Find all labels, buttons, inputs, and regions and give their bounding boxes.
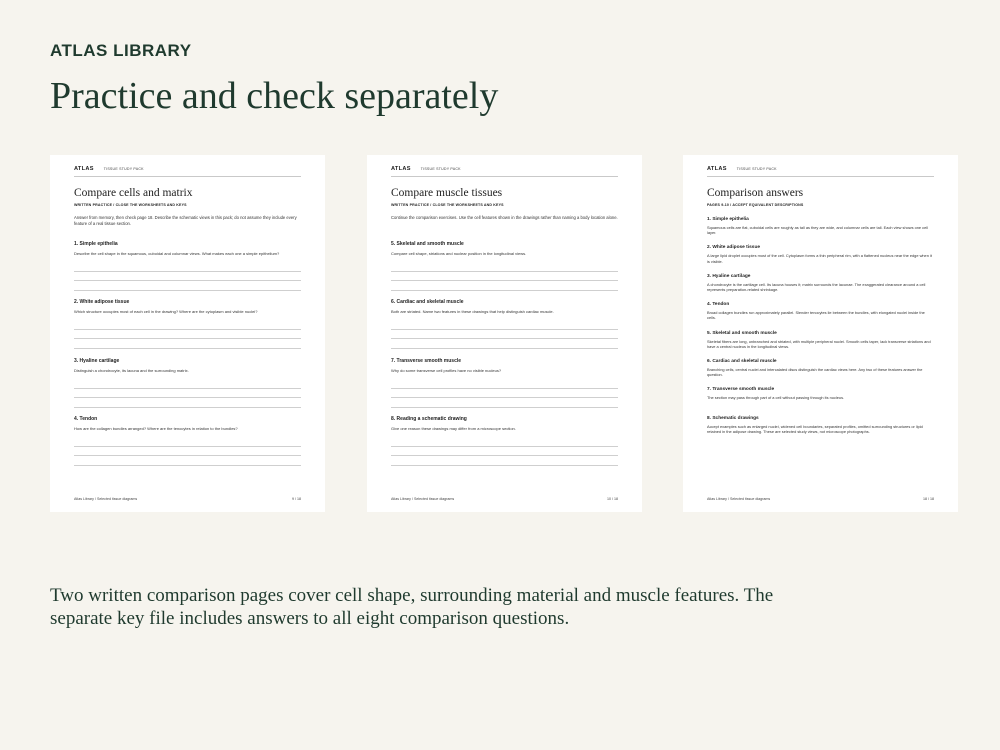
page-header [707,166,934,177]
page-footer-source: Atlas Library / Selected tissue diagrams [74,497,138,501]
question-text: Give one reason these drawings may differ from a microscope section. [391,426,516,431]
answer-lines [74,437,301,466]
question-block [391,299,618,349]
question-text: Both are striated. Name two features in these drawings that help distinguish cardiac muscle. [391,309,554,314]
answer-heading: 5. Skeletal and smooth muscle [707,330,777,336]
answer-text: Skeletal fibers are long, unbranched and striated, with multiple peripheral nuclei. Smooth cells taper, lack transverse striations and have a central nucleus in the longitudinal views. [707,338,931,349]
answer-heading: 2. White adipose tissue [707,245,761,251]
answer-key-page [683,155,958,512]
answer-block [707,245,934,263]
page-subheading: WRITTEN PRACTICE / CLOSE THE WORKSHEETS AND KEYS [391,203,504,207]
answer-lines [391,262,618,291]
question-heading: 5. Skeletal and smooth muscle [391,241,464,247]
page-header-brand: ATLAS [74,166,94,172]
page-footer [707,497,934,501]
page-title: Practice and check separately [50,75,499,117]
answer-heading: 3. Hyaline cartilage [707,273,751,279]
page-number: 10 / 18 [607,497,618,501]
brand-label: ATLAS LIBRARY [50,41,192,60]
answer-block [707,387,934,400]
answer-heading: 8. Schematic drawings [707,415,759,421]
page-number: 18 / 18 [923,497,934,501]
question-block [74,416,301,466]
question-block [74,358,301,408]
page-header [391,166,618,177]
answer-heading: 1. Simple epithelia [707,217,749,222]
page-subheading: WRITTEN PRACTICE / CLOSE THE WORKSHEETS AND KEYS [74,203,187,207]
question-heading: 6. Cardiac and skeletal muscle [391,299,464,305]
question-block [391,358,618,408]
answer-lines [391,320,618,349]
page-footer-source: Atlas Library / Selected tissue diagrams [391,497,455,501]
page-header [74,166,301,177]
answer-block [707,359,934,377]
page-heading: Comparison answers [707,187,804,199]
page-previews [50,155,958,512]
answer-lines [391,379,618,408]
answer-text: Accept examples such as enlarged nuclei, widened cell boundaries, separated profiles, omitted surrounding structures or lipid retained in the adipose drawing. These are selected study views, not microscope photographs. [707,423,923,434]
page-number: 9 / 18 [292,497,301,501]
question-heading: 8. Reading a schematic drawing [391,416,467,422]
question-text: Why do some transverse cell profiles have no visible nucleus? [391,368,502,373]
answer-heading: 4. Tendon [707,302,730,308]
page-heading: Compare cells and matrix [74,187,193,199]
question-text: Describe the cell shape in the squamous, cuboidal and columnar views. What makes each one a simple epithelium? [74,251,280,256]
worksheet-page-cells-matrix [50,155,325,512]
answer-text: Branching cells, central nuclei and intercalated discs distinguish the cardiac views here. Any two of these features answer the question. [707,367,923,378]
page-footer [74,497,301,501]
page-header-pack: TISSUE STUDY PACK [103,167,144,171]
page-intro: Continue the comparison exercises. Use the cell features shown in the drawings rather than naming a body location alone. [391,215,618,220]
question-heading: 2. White adipose tissue [74,299,130,305]
question-text: Which structure occupies most of each cell in the drawing? Where are the cytoplasm and visible nuclei? [74,309,258,314]
answer-heading: 7. Transverse smooth muscle [707,387,775,393]
page-header-brand: ATLAS [391,166,411,172]
answer-text: A chondrocyte is the cartilage cell. Its lacuna houses it; matrix surrounds the lacunae. The exaggerated clearance around a cell represents preparation-related shrinkage. [707,281,926,293]
question-block [391,241,618,291]
caption-text: Two written comparison pages cover cell shape, surrounding material and muscle features. The separate key file includes answers to all eight comparison questions. [50,585,774,629]
question-block [74,241,301,291]
answer-heading: 6. Cardiac and skeletal muscle [707,359,777,365]
question-heading: 7. Transverse smooth muscle [391,358,462,364]
question-text: Distinguish a chondrocyte, its lacuna and the surrounding matrix. [74,368,189,373]
answer-block [707,217,934,235]
page-intro: Answer from memory, then check page 18. Describe the schematic views in this pack; do not assume they include every feature of a real tissue section. [74,215,297,226]
answer-text: The section may pass through part of a cell without passing through its nucleus. [707,395,845,401]
worksheet-page-muscle-tissues [367,155,642,512]
question-text: Compare cell shape, striations and nuclear position in the longitudinal views. [391,251,527,256]
page-header-pack: TISSUE STUDY PACK [736,167,777,171]
page-footer-source: Atlas Library / Selected tissue diagrams [707,497,771,501]
question-block [391,416,618,466]
question-heading: 4. Tendon [74,416,98,422]
page-subheading: PAGES 9-10 / ACCEPT EQUIVALENT DESCRIPTIONS [707,203,804,207]
answer-lines [74,320,301,349]
question-heading: 1. Simple epithelia [74,241,118,247]
question-heading: 3. Hyaline cartilage [74,358,120,364]
answer-text: Broad collagen bundles run approximately parallel. Slender tenocytes lie between the bundles, with elongated nuclei inside the cells. [707,310,925,321]
page-footer [391,497,618,501]
answer-lines [74,262,301,291]
answer-block [707,331,934,349]
answer-block [707,302,934,320]
answer-text: Squamous cells are flat, cuboidal cells are roughly as tall as they are wide, and columnar cells are tall. Each view shows one cell layer. [707,225,929,236]
answer-block [707,274,934,292]
answer-block [707,416,934,434]
answer-text: A large lipid droplet occupies most of the cell. Cytoplasm forms a thin peripheral rim, with a flattened nucleus near the edge when it is visible. [707,253,932,264]
question-block [74,299,301,349]
page-header-brand: ATLAS [707,166,727,172]
page-header-pack: TISSUE STUDY PACK [420,167,461,171]
answer-lines [391,437,618,466]
answer-lines [74,379,301,408]
page-heading: Compare muscle tissues [391,187,503,199]
question-text: How are the collagen bundles arranged? Where are the tenocytes in relation to the bundles? [74,426,238,431]
